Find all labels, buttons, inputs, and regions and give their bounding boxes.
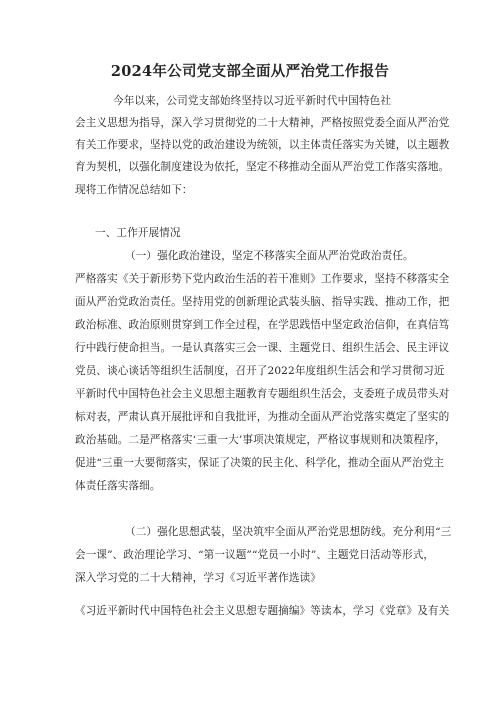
paragraph-line: 会主义思想为指导，深入学习贯彻党的二十大精神，严格按照党委全面从严治党 <box>75 117 450 129</box>
paragraph-line: 《习近平新时代中国特色社会主义思想专题摘编》等读本，学习《党章》及有关 <box>75 605 450 617</box>
document-title: 2024年公司党支部全面从严治党工作报告 <box>110 63 390 80</box>
paragraph-line: 行中践行使命担当。一是认真落实三会一课、主题党日、组织生活会、民主评议 <box>75 342 450 354</box>
paragraph-line: 促进“三重一大要彻落实，保证了决策的民主化、科学化，推动全面从严治党主 <box>75 457 445 469</box>
section-heading: 一、工作开展情况 <box>95 227 181 239</box>
subsection-heading: （一）强化政治建设，坚定不移落实全面从严治党政治责任。 <box>125 250 414 262</box>
paragraph-line: 政治标准、政治原则贯穿到工作全过程，在学思践悟中坚定政治信仰，在真信笃 <box>75 319 450 331</box>
paragraph-line: 政治基础。二是严格落实‘三重一大’事项决策规定，严格议事规则和决策程序， <box>75 434 446 446</box>
subsection-heading: （二）强化思想武装，坚决筑牢全面从严治党思想防线。充分利用“三 <box>125 526 452 538</box>
paragraph-line: 党员、谈心谈话等组织生活制度，召开了2022年度组织生活会和学习贯彻习近 <box>75 365 445 377</box>
paragraph-line: 会一课”、政治理论学习、“第一议题”“党员一小时”、主题党日活动等形式， <box>75 549 435 561</box>
paragraph-line: 体责任落实落细。 <box>75 480 161 492</box>
paragraph-line: 今年以来，公司党支部始终坚持以习近平新时代中国特色社 <box>113 95 392 107</box>
paragraph-line: 面从严治党政治责任。坚持用党的创新理论武装头脑、指导实践、推动工作，把 <box>75 296 450 308</box>
paragraph-line: 有关工作要求，坚持以党的政治建设为统领，以主体责任落实为关键，以主题教 <box>75 139 450 151</box>
paragraph-line: 标对表，严肃认真开展批评和自我批评，为推动全面从严治党落实奠定了坚实的 <box>75 411 450 423</box>
paragraph-line: 深入学习党的二十大精神，学习《习近平著作选读》 <box>75 572 321 584</box>
paragraph-line: 现将工作情况总结如下： <box>75 184 193 196</box>
paragraph-line: 平新时代中国特色社会主义思想主题教育专题组织生活会，支委班子成员带头对 <box>75 388 450 400</box>
paragraph-line: 育为契机，以强化制度建设为依托，坚定不移推动全面从严治党工作落实落地。 <box>75 161 450 173</box>
paragraph-line: 严格落实《关于新形势下党内政治生活的若干准则》工作要求，坚持不移落实全 <box>75 273 450 285</box>
